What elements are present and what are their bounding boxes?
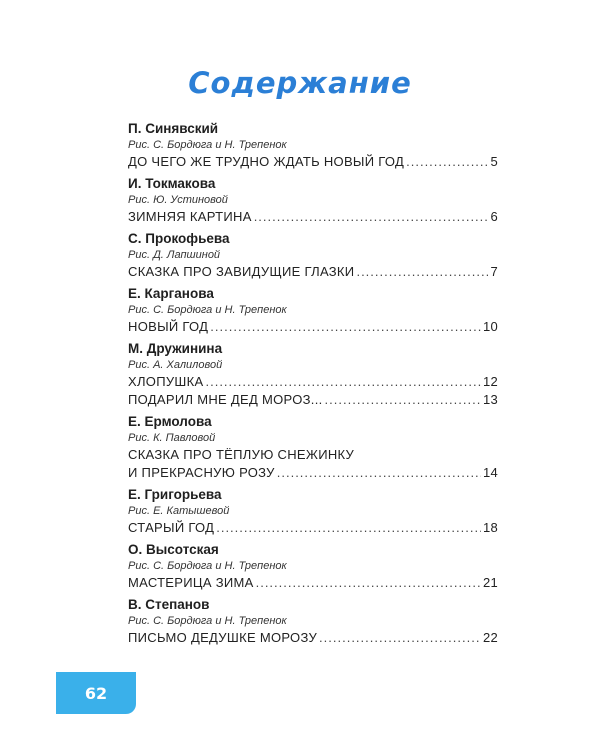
work-line[interactable]	[128, 464, 498, 482]
illustrator-credit: Рис. Ю. Устиновой	[128, 194, 228, 206]
author-name: И. Токмакова	[128, 176, 216, 191]
dot-leader	[325, 391, 481, 409]
page-number: 62	[84, 683, 108, 703]
page-ref: 10	[482, 319, 498, 334]
dot-leader	[277, 464, 481, 482]
author-name: П. Синявский	[128, 121, 219, 136]
work-title: ХЛОПУШКА	[128, 374, 204, 389]
author-name: Е. Ермолова	[128, 414, 212, 429]
illustrator-credit: Рис. К. Павловой	[128, 432, 216, 444]
author-name: Е. Карганова	[128, 286, 214, 301]
toc-entry	[128, 230, 498, 281]
page-ref: 6	[490, 209, 498, 224]
page-number-tab	[56, 672, 136, 714]
dot-leader	[210, 318, 481, 336]
dot-leader	[356, 263, 488, 281]
work-line[interactable]	[128, 519, 498, 537]
work-line[interactable]	[128, 263, 498, 281]
page-ref: 5	[490, 154, 498, 169]
dot-leader	[406, 153, 488, 171]
illustrator-credit: Рис. С. Бордюга и Н. Трепенок	[128, 615, 287, 627]
dot-leader	[256, 574, 481, 592]
toc-entry	[128, 413, 498, 482]
illustrator-credit: Рис. С. Бордюга и Н. Трепенок	[128, 560, 287, 572]
work-line[interactable]	[128, 574, 498, 592]
toc-entry	[128, 285, 498, 336]
toc-entry	[128, 175, 498, 226]
illustrator-credit: Рис. С. Бордюга и Н. Трепенок	[128, 304, 287, 316]
toc-entry	[128, 120, 498, 171]
toc-entry	[128, 486, 498, 537]
work-line[interactable]	[128, 391, 498, 409]
toc-entry	[128, 596, 498, 647]
work-line[interactable]	[128, 629, 498, 647]
work-title: И ПРЕКРАСНУЮ РОЗУ	[128, 465, 275, 480]
illustrator-credit: Рис. С. Бордюга и Н. Трепенок	[128, 139, 287, 151]
table-of-contents	[128, 120, 498, 647]
work-title: МАСТЕРИЦА ЗИМА	[128, 575, 254, 590]
work-title: НОВЫЙ ГОД	[128, 319, 209, 334]
work-title: СТАРЫЙ ГОД	[128, 520, 215, 535]
work-title: ДО ЧЕГО ЖЕ ТРУДНО ЖДАТЬ НОВЫЙ ГОД	[128, 154, 405, 169]
author-name: М. Дружинина	[128, 341, 223, 356]
illustrator-credit: Рис. Е. Катышевой	[128, 505, 230, 517]
work-line[interactable]	[128, 208, 498, 226]
page-ref: 14	[482, 465, 498, 480]
page-ref: 18	[482, 520, 498, 535]
page-ref: 12	[482, 374, 498, 389]
work-title: ПИСЬМО ДЕДУШКЕ МОРОЗУ	[128, 630, 318, 645]
illustrator-credit: Рис. А. Халиловой	[128, 359, 223, 371]
page-title: Содержание	[188, 66, 412, 100]
toc-entry	[128, 541, 498, 592]
dot-leader	[254, 208, 489, 226]
dot-leader	[205, 373, 480, 391]
page-ref: 7	[490, 264, 498, 279]
author-name: В. Степанов	[128, 597, 210, 612]
page-ref: 22	[482, 630, 498, 645]
author-name: О. Высотская	[128, 542, 219, 557]
page-ref: 21	[482, 575, 498, 590]
dot-leader	[319, 629, 481, 647]
work-title-first-line[interactable]: СКАЗКА ПРО ТЁПЛУЮ СНЕЖИНКУ	[128, 447, 355, 462]
illustrator-credit: Рис. Д. Лапшиной	[128, 249, 221, 261]
work-line[interactable]	[128, 153, 498, 171]
work-line[interactable]	[128, 318, 498, 336]
work-title: ПОДАРИЛ МНЕ ДЕД МОРОЗ...	[128, 392, 323, 407]
work-title: СКАЗКА ПРО ЗАВИДУЩИЕ ГЛАЗКИ	[128, 264, 355, 279]
page-ref: 13	[482, 392, 498, 407]
toc-entry	[128, 340, 498, 409]
author-name: С. Прокофьева	[128, 231, 230, 246]
dot-leader	[216, 519, 481, 537]
author-name: Е. Григорьева	[128, 487, 222, 502]
work-line[interactable]	[128, 373, 498, 391]
work-title: ЗИМНЯЯ КАРТИНА	[128, 209, 252, 224]
